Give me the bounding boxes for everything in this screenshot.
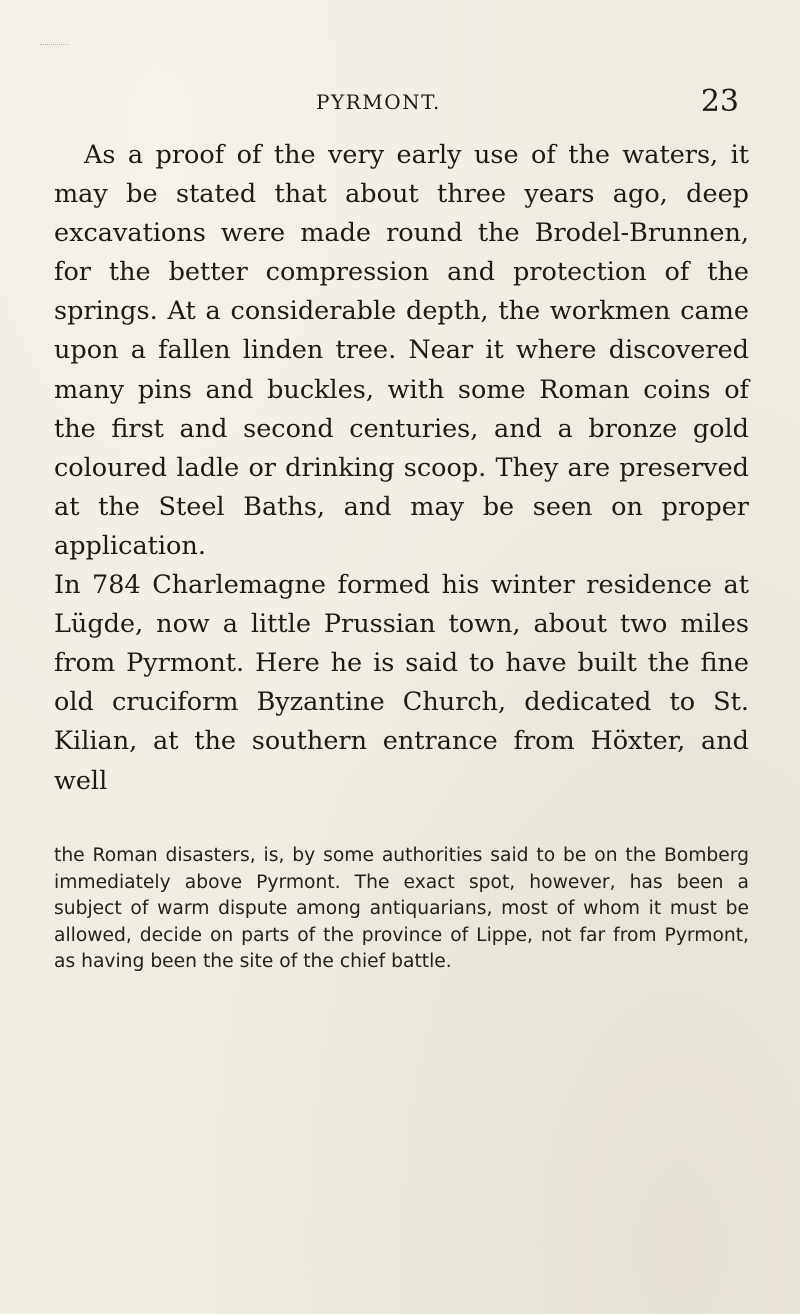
page-corner-mark (40, 44, 68, 53)
main-text (54, 136, 749, 801)
running-title: PYRMONT. (316, 90, 441, 114)
paragraph-waters-proof: As a proof of the very early use of the waters, it may be stated that about three years ago, deep excavations were made round the Brodel-Brunnen, for the better compression and protection of the springs. At a considerable depth, the workmen came upon a fallen linden tree. Near it where discovered many pins and buckles, with some Roman coins of the first and second centuries, and a bronze gold coloured ladle or drinking scoop. They are preserved at the Steel Baths, and may be seen on proper application. (54, 140, 749, 561)
footnote: the Roman disasters, is, by some authorities said to be on the Bomberg immediately above Pyrmont. The exact spot, however, has been a subject of warm dispute among antiquarians, most of whom it must be allowed, decide on parts of the province of Lippe, not far from Pyrmont, as having been the site of the chief battle. (54, 845, 749, 973)
paragraph-charlemagne: In 784 Charlemagne formed his winter residence at Lügde, now a little Prussian town, about two miles from Pyrmont. Here he is said to have built the fine old cruciform Byzantine Church, dedicated to St. Kilian, at the southern entrance from Höxter, and well (54, 570, 749, 796)
page-header (0, 84, 800, 124)
page-number: 23 (700, 84, 739, 119)
